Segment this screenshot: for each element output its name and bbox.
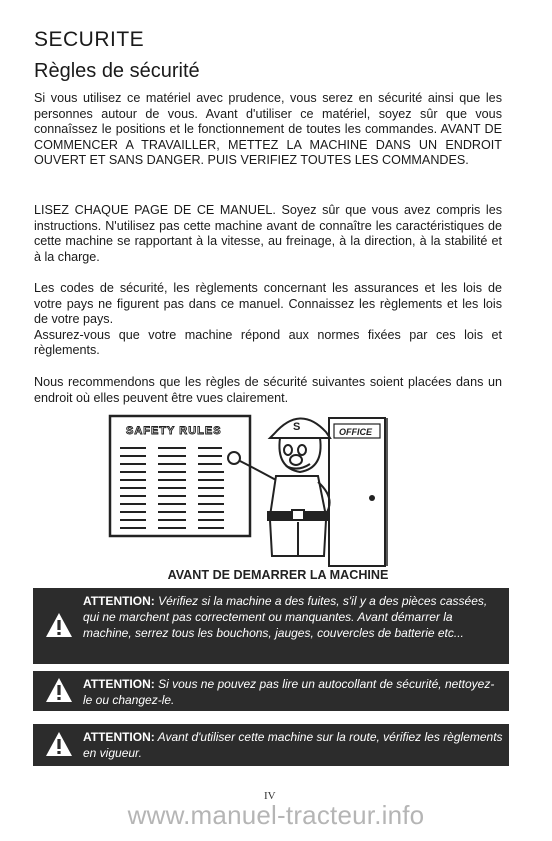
- paragraph-read-manual: LISEZ CHAQUE PAGE DE CE MANUEL. Soyez sûr que vous avez compris les instructions. N'utilisez pas cette machine avant de connaître les caractéristiques de cette machine se rapportant à la vitesse, au freinage, à la direction, à la stabilité et à la charge.: [34, 203, 502, 264]
- paragraph-norms-text: Assurez-vous que votre machine répond aux normes fixées par ces lois et règlements.: [34, 327, 502, 358]
- warning-label: ATTENTION:: [83, 594, 155, 608]
- warning-text: Si vous ne pouvez pas lire un autocollant de sécurité, nettoyez- le ou changez-le.: [83, 677, 495, 707]
- paragraph-codes-text: Les codes de sécurité, les règlements concernant les assurances et les lois de votre pays ne figurent pas dans ce manuel. Connaissez les règlements et les lois de votre pays.: [34, 281, 502, 327]
- pointing-hand: [228, 452, 240, 464]
- warning-box-sticker: [33, 671, 509, 711]
- door-sign-text: OFFICE: [339, 427, 372, 437]
- page-number: IV: [264, 790, 276, 802]
- warning-box-leaks: [33, 588, 509, 664]
- warning-triangle-icon: [45, 731, 73, 757]
- door-knob: [369, 495, 375, 501]
- warning-label: ATTENTION:: [83, 677, 155, 691]
- section-subtitle: Règles de sécurité: [34, 60, 200, 82]
- warning-box-road: [33, 724, 509, 766]
- board-title: SAFETY RULES: [126, 425, 222, 437]
- warning-text: Vérifiez si la machine a des fuites, s'il y a des pièces cassées, qui ne marchent pas correctement ou manquantes. Avant démarrer la machine, serrez tous les bouchons, jauges, couvercles de batterie etc...: [83, 594, 488, 640]
- office-door: [329, 418, 385, 566]
- warning-label: ATTENTION:: [83, 730, 155, 744]
- warning-text: Avant d'utiliser cette machine sur la route, vérifiez les règlements en vigueur.: [83, 730, 503, 760]
- left-eye: [284, 445, 292, 455]
- nose: [290, 455, 302, 465]
- warning-triangle-icon: [45, 677, 73, 703]
- paragraph-recommend: Nous recommendons que les règles de sécurité suivantes soient placées dans un endroit où elles peuvent être vues clairement.: [34, 375, 502, 405]
- illustration-caption: AVANT DE DEMARRER LA MACHINE: [167, 568, 389, 582]
- warning-triangle-icon: [45, 612, 73, 638]
- safety-rules-illustration: [104, 406, 404, 571]
- watermark-url: www.manuel-tracteur.info: [127, 800, 425, 830]
- paragraph-prudence: Si vous utilisez ce matériel avec prudence, vous serez en sécurité ainsi que les personnes autour de vous. Avant d'utiliser ce matériel, soyez sûr que vous connaîssez le positions et le fonctionnement de toutes les commandes. AVANT DE COMMENCER A TRAVAILLER, METTEZ LA MACHINE DANS UN ENDROIT OUVERT ET SANS DANGER. PUIS VERIFIEZ TOUTES LES COMMANDES.: [34, 91, 502, 168]
- page-title: SECURITE: [34, 28, 145, 51]
- right-eye: [298, 445, 306, 455]
- paragraph-codes: [34, 281, 502, 359]
- helmet-letter: S: [293, 421, 301, 433]
